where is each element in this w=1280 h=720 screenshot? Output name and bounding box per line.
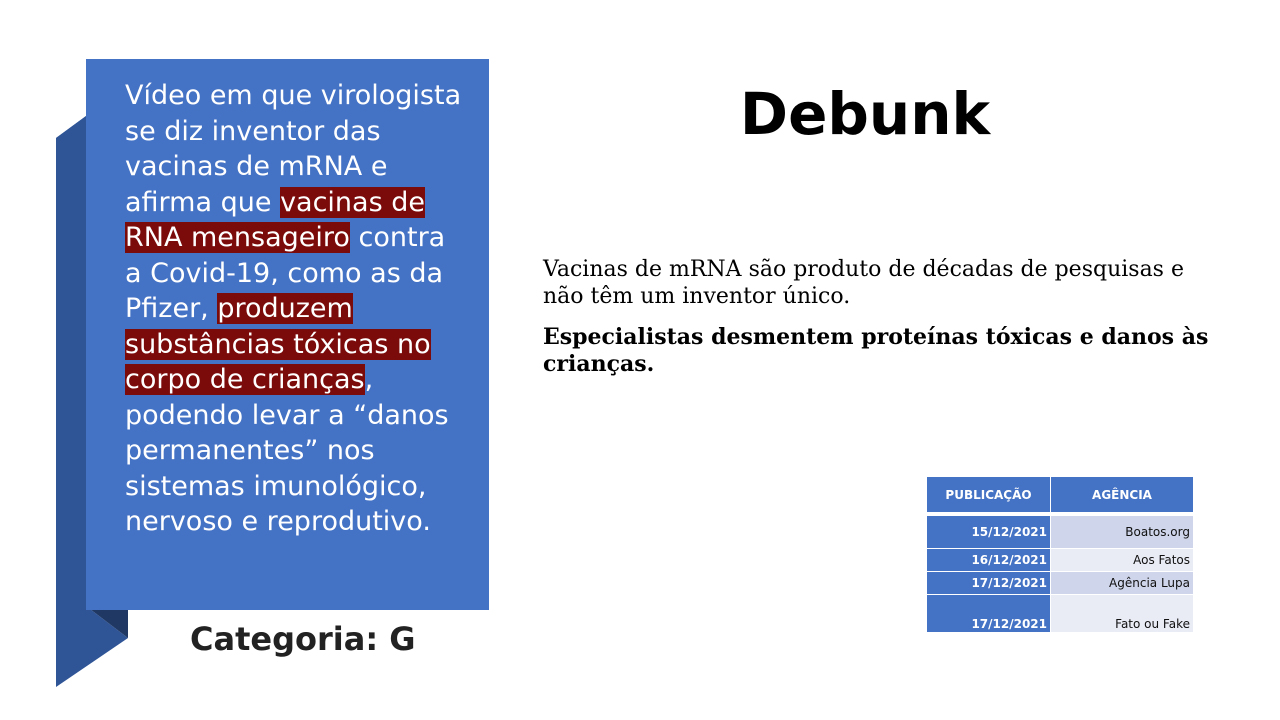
page-title: Debunk [739, 80, 991, 148]
header-publicacao: PUBLICAÇÃO [927, 477, 1051, 515]
row-agency: Agência Lupa [1051, 572, 1194, 595]
table-row [927, 572, 1194, 595]
claim-highlight-2: produzem substâncias tóxicas no corpo de crianças [125, 293, 431, 395]
claim-part-1: Vídeo em que virologista se diz inventor das vacinas de mRNA e afirma que [125, 80, 462, 218]
row-date: 17/12/2021 [927, 595, 1051, 633]
header-agencia: AGÊNCIA [1051, 477, 1194, 515]
table-header-row [927, 477, 1194, 515]
debunk-verdict: Especialistas desmentem proteínas tóxicas e danos às crianças. [543, 324, 1209, 377]
claim-part-3: , podendo levar a “danos permanentes” nos sistemas imunológico, nervoso e reprodutivo. [125, 364, 449, 537]
claim-highlight-1: vacinas de RNA mensageiro [125, 186, 425, 253]
row-agency: Aos Fatos [1051, 549, 1194, 572]
table-row [927, 549, 1194, 572]
row-date: 15/12/2021 [927, 514, 1051, 549]
debunk-summary: Vacinas de mRNA são produto de décadas de pesquisas e não têm um inventor único. [543, 257, 1184, 309]
claim-part-2: contra a Covid-19, como as da Pfizer, [125, 222, 446, 324]
row-agency: Fato ou Fake [1051, 595, 1194, 633]
table-row [927, 514, 1194, 549]
row-date: 17/12/2021 [927, 572, 1051, 595]
table-row [927, 595, 1194, 633]
claim-text [125, 78, 465, 540]
category-label: Categoria: G [190, 620, 416, 658]
row-agency: Boatos.org [1051, 514, 1194, 549]
row-date: 16/12/2021 [927, 549, 1051, 572]
sources-table [926, 476, 1194, 633]
